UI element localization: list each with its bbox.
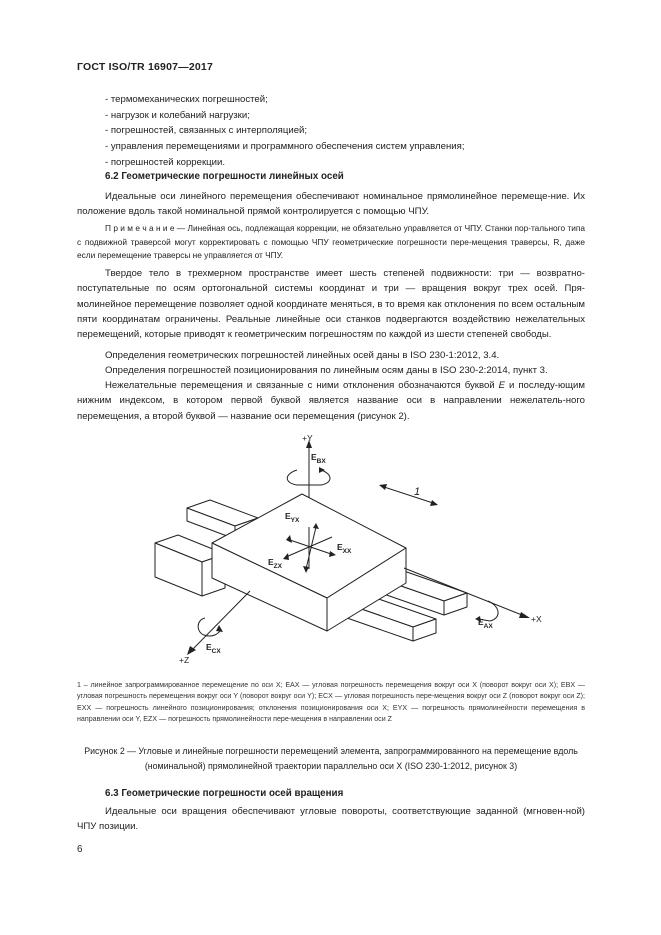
motion-arrowhead [430, 500, 438, 506]
symbol: E [478, 617, 484, 627]
section-heading-6-2: 6.2 Геометрические погрешности линейных осей [105, 171, 344, 182]
list-item: - управления перемещениями и программного обеспечения систем управления; [105, 141, 465, 153]
x-axis-arrowhead [519, 612, 530, 618]
label-e-ax [478, 617, 493, 630]
label-e-cx [206, 642, 221, 655]
figure-legend: 1 – линейное запрограммированное перемещение по оси X; EAX — угловая погрешность перемещения вокруг оси X (поворот вокруг оси X); EBX — угловая погрешность перемещения вокруг оси Y (поворот вокруг оси Y); ECX — угловая погрешность пере-мещения вокруг оси Z (поворот вокруг оси Z); EXX — погрешность линейного позиционирования; отклонения позиционирования оси X; EYX — погрешность прямолинейности перемещения в направлении оси Y, EZX — погрешность прямолинейности пере-мещения в направлении оси Z [77, 681, 585, 723]
paragraph: Определения геометрических погрешностей линейных осей даны в ISO 230-1:2012, 3.4. [105, 350, 500, 361]
motion-arrow [381, 486, 436, 504]
paragraph: Идеальные оси вращения обеспечивают угловые повороты, соответствующие заданной (мгновен-ной) ЧПУ позиции. [77, 806, 585, 833]
text-run: Нежелательные перемещения и связанные с ними отклонения обозначаются буквой [105, 380, 499, 391]
symbol-e: E [498, 380, 506, 391]
subscript: YX [290, 517, 300, 524]
list-item: - нагрузок и колебаний нагрузки; [105, 109, 250, 121]
text-run: и последу-ющим нижним индексом, в котором первой буквой является название оси в направлении нежелатель-ного перемещения, а второй буквой — название оси перемещения (рисунок 2). [77, 380, 586, 422]
rotation-arc-z [198, 618, 221, 636]
label-e-bx [311, 452, 326, 465]
label-plus-y: +Y [302, 433, 313, 443]
note-paragraph: П р и м е ч а н и е — Линейная ось, подлежащая коррекции, не обязательно управляется от ЧПУ. Станки пор-тального типа с подвижной траверсой могут корректировать с помощью ЧПУ геометрические погрешности пере-мещения траверсы, R, даже если перемещение траверсы не управляется от ЧПУ. [77, 223, 585, 261]
figure-caption: Рисунок 2 — Угловые и линейные погрешности перемещений элемента, запрограммированного на перемещение вдоль (номинальной) прямолинейной траектории параллельно оси X (ISO 230-1:2012, рисунок 3) [84, 746, 578, 771]
label-plus-x: +X [531, 614, 542, 624]
symbol: E [206, 642, 212, 652]
symbol: E [337, 542, 343, 552]
subscript: BX [316, 458, 326, 465]
list-item: - термомеханических погрешностей; [105, 94, 268, 105]
paragraph: Определения погрешностей позиционирования по линейным осям даны в ISO 230-2:2014, пункт 3. [105, 365, 548, 376]
motion-arrowhead [379, 484, 387, 490]
subscript: XX [342, 548, 352, 555]
symbol: E [285, 511, 291, 521]
symbol: E [311, 452, 317, 462]
list-item: - погрешностей, связанных с интерполяцией; [105, 125, 308, 137]
paragraph: Идеальные оси линейного перемещения обеспечивают номинальное прямолинейное перемеще-ние. Их положение вдоль такой номинальной прямой контролируется с помощью ЧПУ. [77, 191, 585, 218]
document-header: ГОСТ ISO/TR 16907—2017 [77, 61, 214, 73]
label-plus-z: +Z [179, 655, 190, 665]
label-callout-1: 1 [414, 486, 421, 498]
list-item: - погрешностей коррекции. [105, 156, 226, 168]
subscript: CX [211, 648, 221, 655]
section-heading-6-3: 6.3 Геометрические погрешности осей вращения [105, 788, 344, 799]
subscript: ZX [273, 563, 282, 570]
rotation-arrow-y [319, 467, 325, 473]
subscript: AX [483, 623, 493, 630]
symbol: E [268, 557, 274, 567]
paragraph: Твердое тело в трехмерном пространстве имеет шесть степеней подвижности: три — возвратно-поступательные по осям ортогональной системы координат и три — вращения вокруг трех осей. Пря-молинейное перемещение позволяет одной координате меняться, в то время как отклонения по всем остальным пяти координатам ограничены. Реальные линейные оси станков подвергаются воздействию нежелательных перемещений, которые приводят к геометрическим погрешностям по каждой из шести степеней свободы. [77, 268, 585, 341]
page-number: 6 [77, 844, 83, 855]
rotation-arrow-z [216, 625, 223, 632]
